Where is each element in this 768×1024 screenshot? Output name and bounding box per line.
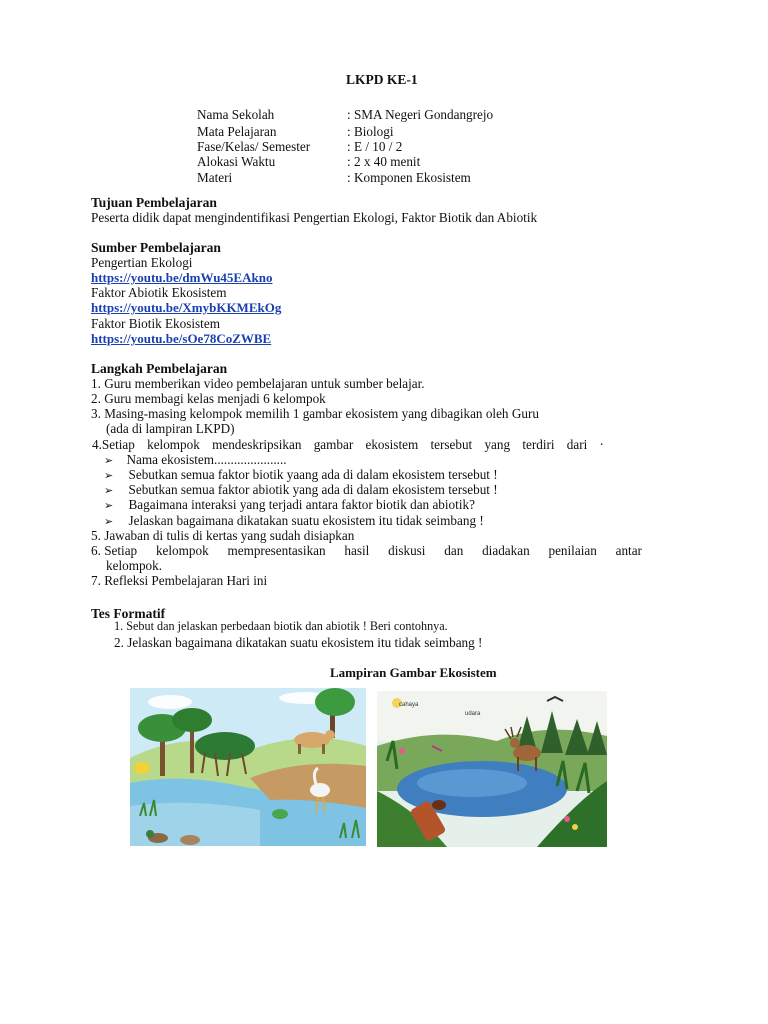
step4-word: ekosistem xyxy=(365,437,419,452)
langkah-heading: Langkah Pembelajaran xyxy=(91,361,228,376)
arrow-bullet-icon: ➢ xyxy=(104,515,114,528)
langkah-step-2: 2. Guru membagi kelas menjadi 6 kelompok xyxy=(91,391,326,406)
arrow-bullet-icon: ➢ xyxy=(104,469,114,482)
step6-word: 6. Setiap xyxy=(91,543,138,558)
identity-value-subject: : Biologi xyxy=(347,124,394,139)
sumber-label-abiotik: Faktor Abiotik Ekosistem xyxy=(91,285,227,300)
bullet-text: Jelaskan bagaimana dikatakan suatu ekosistem itu tidak seimbang ! xyxy=(128,513,484,528)
step4-word: mendeskripsikan xyxy=(212,437,302,452)
step6-word: penilaian xyxy=(548,543,597,558)
langkah-step-3: 3. Masing-masing kelompok memilih 1 gambar ekosistem yang dibagikan oleh Guru xyxy=(91,406,539,421)
step6-word: diskusi xyxy=(388,543,426,558)
bullet-text: Sebutkan semua faktor biotik yaang ada di dalam ekosistem tersebut ! xyxy=(128,467,498,482)
langkah-step-4 xyxy=(92,437,604,452)
sumber-label-biotik: Faktor Biotik Ekosistem xyxy=(91,316,220,331)
step4-word: gambar xyxy=(313,437,354,452)
sumber-link-biotik[interactable]: https://youtu.be/sOe78CoZWBE xyxy=(91,331,272,346)
sumber-heading: Sumber Pembelajaran xyxy=(91,240,221,255)
step4-word: terdiri xyxy=(522,437,555,452)
step4-word: 4.Setiap xyxy=(92,437,135,452)
tujuan-text: Peserta didik dapat mengindentifikasi Pengertian Ekologi, Faktor Biotik dan Abiotik xyxy=(91,210,538,225)
langkah-step-1: 1. Guru memberikan video pembelajaran untuk sumber belajar. xyxy=(91,376,425,391)
step4-word: tersebut xyxy=(430,437,473,452)
arrow-bullet-icon: ➢ xyxy=(104,454,114,467)
tes-heading: Tes Formatif xyxy=(91,606,166,621)
step4-word: dari xyxy=(566,437,588,452)
tes-question-1: 1. Sebut dan jelaskan perbedaan biotik dan abiotik ! Beri contohnya. xyxy=(114,619,448,633)
sumber-link-abiotik[interactable]: https://youtu.be/XmybKKMEkOg xyxy=(91,300,282,315)
bullet-text: Sebutkan semua faktor abiotik yang ada di dalam ekosistem tersebut ! xyxy=(128,482,498,497)
step4-word: · xyxy=(599,437,604,452)
langkah-step-7: 7. Refleksi Pembelajaran Hari ini xyxy=(91,573,268,588)
identity-value-time: : 2 x 40 menit xyxy=(347,154,421,169)
step6-word: hasil xyxy=(344,543,370,558)
arrow-bullet-icon: ➢ xyxy=(104,484,114,497)
lampiran-heading: Lampiran Gambar Ekosistem xyxy=(330,665,497,680)
bullet-item xyxy=(104,467,498,483)
bullet-item xyxy=(104,513,484,529)
bullet-text: Nama ekosistem...................... xyxy=(126,452,287,467)
step4-word: yang xyxy=(484,437,511,452)
page-title: LKPD KE-1 xyxy=(346,72,418,87)
langkah-step-3-note: (ada di lampiran LKPD) xyxy=(106,421,235,436)
identity-label-school: Nama Sekolah xyxy=(197,107,275,122)
langkah-step-5: 5. Jawaban di tulis di kertas yang sudah disiapkan xyxy=(91,528,355,543)
bullet-text: Bagaimana interaksi yang terjadi antara faktor biotik dan abiotik? xyxy=(128,497,475,512)
identity-label-subject: Mata Pelajaran xyxy=(197,124,277,139)
image-label-cahaya: cahaya xyxy=(399,702,419,708)
tujuan-heading: Tujuan Pembelajaran xyxy=(91,195,217,210)
identity-label-time: Alokasi Waktu xyxy=(197,154,276,169)
step4-word: kelompok xyxy=(147,437,200,452)
step6-word: mempresentasikan xyxy=(227,543,326,558)
sumber-label-ekologi: Pengertian Ekologi xyxy=(91,255,193,270)
bullet-item xyxy=(104,482,498,498)
ecosystem-cartoon-image xyxy=(130,688,366,846)
ecosystem-painted-image xyxy=(377,691,607,847)
step6-word: antar xyxy=(615,543,642,558)
tes-question-2: 2. Jelaskan bagaimana dikatakan suatu ekosistem itu tidak seimbang ! xyxy=(114,635,483,650)
identity-label-phase: Fase/Kelas/ Semester xyxy=(197,139,311,154)
bullet-item xyxy=(104,452,287,468)
arrow-bullet-icon: ➢ xyxy=(104,499,114,512)
bullet-item xyxy=(104,497,475,513)
identity-value-material: : Komponen Ekosistem xyxy=(347,170,471,185)
step6-word: diadakan xyxy=(482,543,530,558)
identity-value-phase: : E / 10 / 2 xyxy=(347,139,403,154)
ecosystem-illustration-1 xyxy=(130,688,366,846)
step6-word: dan xyxy=(444,543,464,558)
identity-value-school: : SMA Negeri Gondangrejo xyxy=(347,107,494,122)
step6-word: kelompok xyxy=(155,543,209,558)
langkah-step-6 xyxy=(91,543,642,558)
image-label-udara: udara xyxy=(465,711,481,717)
langkah-step-6-continuation: kelompok. xyxy=(106,558,163,573)
sumber-link-ekologi[interactable]: https://youtu.be/dmWu45EAkno xyxy=(91,270,273,285)
identity-label-material: Materi xyxy=(197,170,233,185)
ecosystem-illustration-2 xyxy=(377,691,607,847)
